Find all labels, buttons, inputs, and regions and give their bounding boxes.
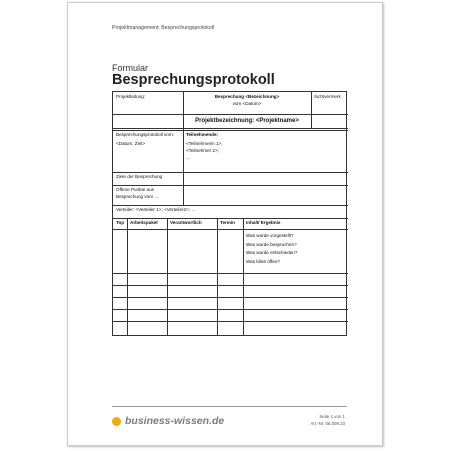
ergebnis-fragen [243, 230, 348, 272]
projektleitung-label: Projektleitung: [116, 94, 146, 99]
col-divider [311, 92, 312, 128]
logo-dot-icon [112, 417, 121, 426]
vom-datum-label: vom <Datum> [232, 100, 262, 106]
col-verantwortlich: Verantwortlich [170, 220, 202, 225]
teilnehmer-1: <Teilnehmerin 1>, [186, 140, 223, 146]
col-divider [167, 218, 168, 336]
row-divider [113, 205, 348, 206]
row-divider [113, 114, 348, 115]
page-number: Seite 1 von 1 [319, 414, 345, 419]
col-arbeitspaket: Arbeitspaket [130, 220, 158, 225]
article-number: Art.-Nr. 06.009.23 [310, 421, 345, 427]
datum-zeit-label: <Datum, Zeit> [116, 140, 146, 146]
row-divider [113, 229, 348, 230]
protokoll-vom-cell [113, 130, 183, 170]
document-subtitle: Formular [112, 63, 149, 73]
row-divider [113, 172, 348, 173]
besprechung-cell [183, 92, 311, 114]
footer-meta [310, 413, 345, 427]
col-divider [183, 92, 184, 205]
row-divider [113, 309, 348, 310]
col-divider [217, 218, 218, 336]
row-divider [113, 130, 348, 131]
sichtvermerk-label: Sichtvermerk [314, 94, 341, 99]
document-title: Besprechungsprotokoll [112, 72, 275, 88]
running-header: Projektmanagement: Besprechungsprotokoll [112, 25, 215, 31]
col-inhalt-ergebnis: Inhalt/ Ergebnis [246, 220, 281, 225]
verteiler-label: Verteiler: <Verteiler 1>; <Verteiler2>; … [116, 207, 196, 212]
teilnehmende-cell [183, 130, 348, 170]
brand-logo [112, 415, 224, 427]
besprechung-label: Besprechung <Bezeichnung> [214, 94, 280, 99]
col-divider [127, 218, 128, 336]
projektbezeichnung-label: Projektbezeichnung: <Projektname> [195, 118, 299, 124]
logo-text: business-wissen.de [125, 415, 225, 427]
col-divider [243, 218, 244, 336]
frage-entschieden: Was wurde entschieden? [246, 250, 298, 256]
row-divider [113, 128, 348, 129]
offene-punkte-label: Offene Punkte aus Besprechung vom … [116, 187, 159, 199]
teilnehmer-2: <Teilnehmer 2>; [186, 147, 219, 153]
row-divider [113, 218, 348, 219]
document-page [67, 2, 383, 446]
frage-offen: Was blieb offen? [246, 259, 280, 265]
row-divider [113, 273, 348, 274]
ziele-label: Ziele der Besprechung [116, 174, 163, 179]
row-divider [113, 297, 348, 298]
teilnehmende-label: Teilnehmende: [186, 132, 219, 137]
teilnehmer-more: … [186, 154, 191, 160]
protokoll-vom-label: Besprechungsprotokoll vom: [116, 132, 174, 137]
frage-vorgestellt: Was wurde vorgestellt? [246, 233, 294, 238]
col-termin: Termin [220, 220, 235, 225]
row-divider [113, 321, 348, 322]
footer-rule [112, 406, 347, 407]
protocol-form [112, 91, 347, 336]
frage-besprochen: Was wurde besprochen? [246, 241, 297, 247]
row-divider [113, 185, 348, 186]
row-divider [113, 285, 348, 286]
col-top: Top [116, 220, 125, 225]
